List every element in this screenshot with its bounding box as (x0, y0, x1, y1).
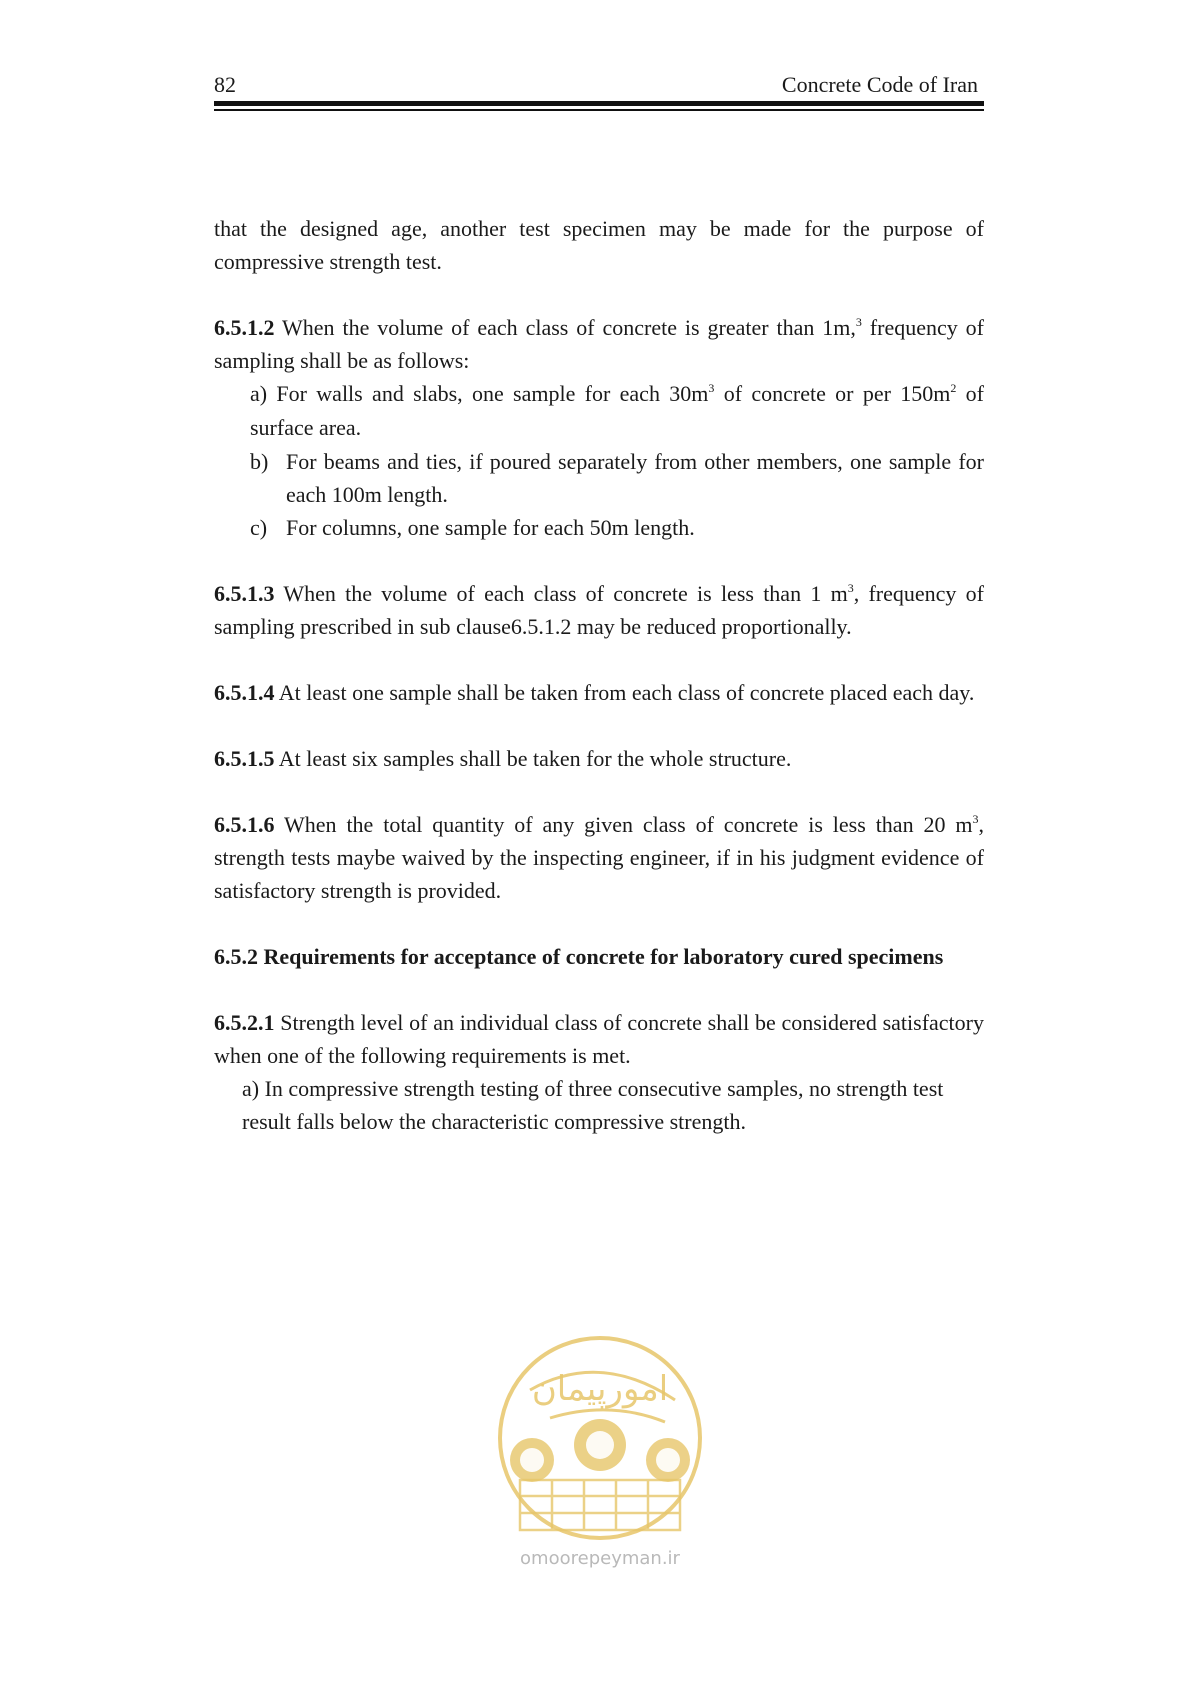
clause-text: , frequency of sampling prescribed in sub clause6.5.1.2 may be reduced proportionally. (214, 581, 984, 639)
clause-text: When the total quantity of any given class of concrete is less than 20 m (274, 812, 973, 837)
clause-number: 6.5.1.4 (214, 680, 275, 705)
clause-6-5-2-1 (214, 1006, 984, 1072)
paragraph-intro: that the designed age, another test specimen may be made for the purpose of compressive strength test. (214, 216, 984, 274)
superscript: 3 (855, 315, 862, 329)
watermark-logo (490, 1330, 710, 1570)
watermark-url: omoorepeyman.ir (520, 1548, 680, 1569)
list-item-text: For beams and ties, if poured separately from other members, one sample for each 100m length. (286, 449, 984, 507)
superscript: 2 (950, 381, 957, 395)
superscript: 3 (708, 381, 715, 395)
svg-text:امورپیمان: امورپیمان (531, 1369, 669, 1409)
list-marker: b) (250, 449, 269, 474)
page-number: 82 (214, 72, 236, 97)
superscript: 3 (847, 581, 854, 595)
header-rule-thick (214, 101, 984, 106)
clause-6-5-1-6 (214, 808, 984, 907)
clause-6-5-1-5 (214, 742, 984, 775)
clause-text: When the volume of each class of concrete is greater than 1m, (274, 315, 856, 340)
clause-number: 6.5.1.6 (214, 812, 275, 837)
list-item-text: For walls and slabs, one sample for each 30m (267, 381, 709, 406)
list-item (214, 511, 984, 544)
clause-6-5-1-3 (214, 577, 984, 643)
list-item-text: of concrete or per 150m (714, 381, 951, 406)
clause-text: frequency of sampling shall be as follows: (214, 315, 984, 373)
clause-text: , strength tests maybe waived by the inspecting engineer, if in his judgment evidence of satisfactory strength is provided. (214, 812, 984, 903)
clause-text: When the volume of each class of concrete is less than 1 m (274, 581, 848, 606)
list-item (214, 445, 984, 511)
clause-text: At least six samples shall be taken for the whole structure. (274, 746, 792, 771)
clause-6-5-1-2 (214, 311, 984, 377)
sampling-list (214, 377, 984, 544)
list-item-text: of surface area. (250, 381, 985, 440)
header-rule-thin (214, 109, 984, 111)
page-body (214, 212, 984, 1138)
list-marker: c) (250, 515, 268, 540)
clause-number: 6.5.1.2 (214, 315, 275, 340)
page-header (214, 72, 984, 112)
list-marker: a) (250, 381, 268, 406)
clause-text: Strength level of an individual class of concrete shall be considered satisfactory when one of the following requirements is met. (214, 1010, 984, 1068)
list-item-text: For columns, one sample for each 50m length. (286, 515, 695, 540)
watermark-emblem-icon (490, 1330, 710, 1545)
clause-number: 6.5.1.3 (214, 581, 275, 606)
clause-number: 6.5.1.5 (214, 746, 275, 771)
clause-6-5-1-4 (214, 676, 984, 709)
superscript: 3 (972, 812, 979, 826)
section-heading-6-5-2: 6.5.2 Requirements for acceptance of concrete for laboratory cured specimens (214, 944, 944, 969)
list-item (214, 377, 984, 445)
clause-text: At least one sample shall be taken from each class of concrete placed each day. (274, 680, 975, 705)
list-item: a) In compressive strength testing of three consecutive samples, no strength test result falls below the characteristic compressive strength. (242, 1076, 944, 1134)
running-title: Concrete Code of Iran (781, 72, 978, 97)
clause-number: 6.5.2.1 (214, 1010, 275, 1035)
